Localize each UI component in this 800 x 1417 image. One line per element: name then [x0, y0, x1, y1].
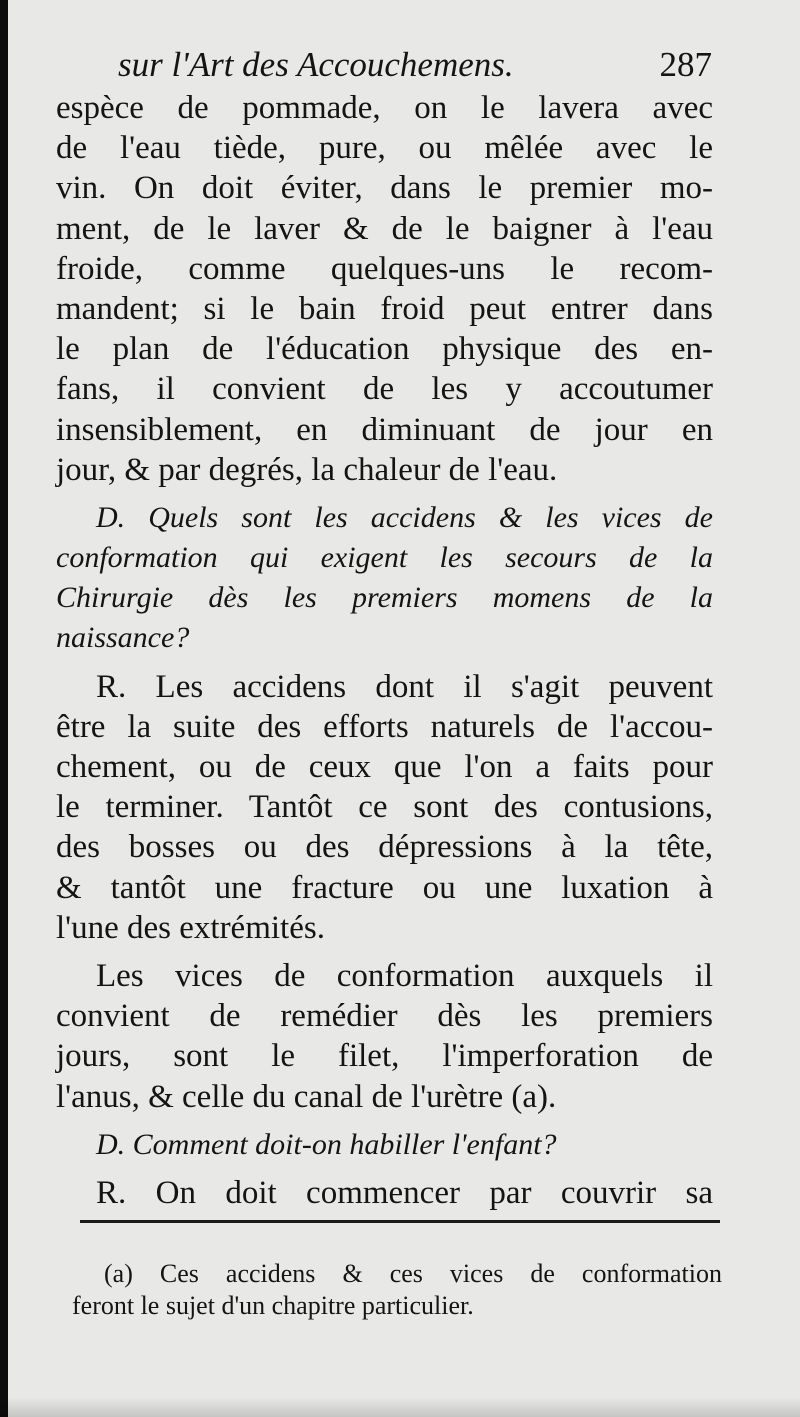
page-shadow	[0, 1397, 800, 1417]
text-line: insensiblement, en diminuant de jour en	[56, 411, 713, 448]
question-line: D. Comment doit-on habiller l'enfant?	[96, 1127, 557, 1161]
answer-line: R. Les accidens dont il s'agit peuvent	[96, 668, 713, 705]
question-line: naissance?	[56, 621, 190, 655]
answer-line: & tantôt une fracture ou une luxation à	[56, 869, 713, 906]
answer-line: l'une des extrémités.	[56, 909, 325, 946]
answer-line: des bosses ou des dépressions à la tête,	[56, 829, 713, 866]
question-line: Chirurgie dès les premiers momens de la	[56, 581, 713, 615]
answer-line: le terminer. Tantôt ce sont des contusions,	[56, 789, 713, 826]
body-text	[56, 88, 713, 1213]
text-line: fans, il convient de les y accoutumer	[56, 371, 713, 408]
text-line: ment, de le laver & de le baigner à l'eau	[56, 210, 713, 247]
text-line: jours, sont le filet, l'imperforation de	[56, 1038, 713, 1075]
answer-line: chement, ou de ceux que l'on a faits pour	[56, 749, 713, 785]
footnote	[72, 1258, 722, 1322]
text-line: convient de remédier dès les premiers	[56, 998, 713, 1035]
page-header	[118, 45, 718, 91]
footnote-line: feront le sujet d'un chapitre particulier.	[72, 1291, 474, 1320]
text-line: l'anus, & celle du canal de l'urètre (a).	[56, 1078, 557, 1115]
text-line: de l'eau tiède, pure, ou mêlée avec le	[56, 130, 713, 167]
question-line: D. Quels sont les accidens & les vices de	[96, 500, 713, 534]
answer-line: R. On doit commencer par couvrir sa	[96, 1174, 713, 1211]
text-line: le plan de l'éducation physique des en-	[56, 331, 713, 368]
text-line: mandent; si le bain froid peut entrer dans	[56, 290, 713, 327]
text-line: Les vices de conformation auxquels il	[96, 957, 713, 994]
text-line: jour, & par degrés, la chaleur de l'eau.	[56, 451, 558, 488]
footnote-rule	[80, 1220, 720, 1223]
running-title: sur l'Art des Accouchemens.	[118, 45, 514, 84]
page-binding-edge	[0, 0, 8, 1417]
page-number: 287	[659, 45, 712, 84]
answer-line: être la suite des efforts naturels de l'accou-	[56, 708, 713, 745]
text-line: vin. On doit éviter, dans le premier mo-	[56, 170, 713, 207]
question-line: conformation qui exigent les secours de la	[56, 541, 713, 575]
text-line: froide, comme quelques-uns le recom-	[56, 250, 713, 287]
text-line: espèce de pommade, on le lavera avec	[56, 90, 713, 126]
footnote-line: (a) Ces accidens & ces vices de conformation	[104, 1259, 722, 1288]
